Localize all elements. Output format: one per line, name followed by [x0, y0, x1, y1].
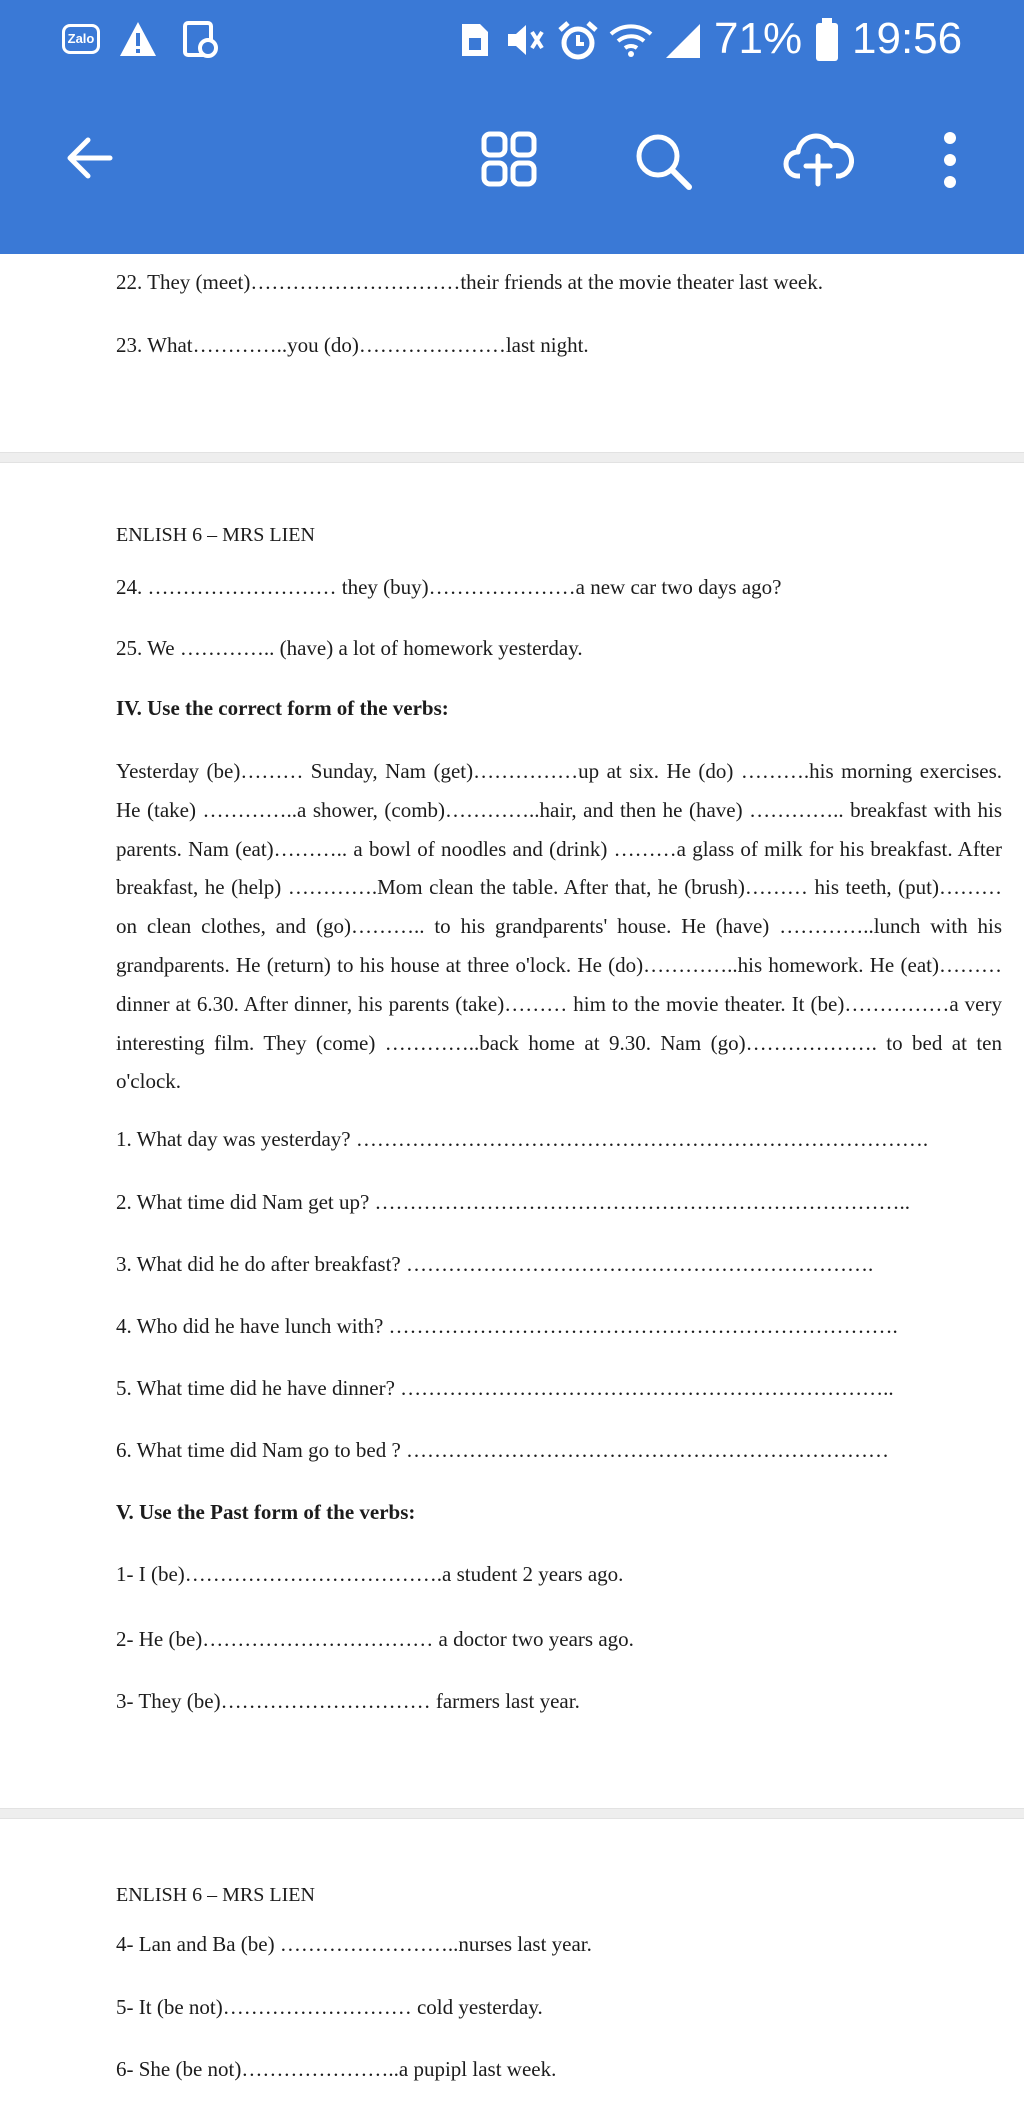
clock: 19:56 — [852, 14, 963, 63]
screenshot-icon — [180, 20, 220, 60]
page-separator — [0, 1808, 1024, 1819]
search-icon[interactable] — [632, 130, 694, 192]
exercise-line: 24. ……………………… they (buy)…………………a new car two days ago? — [116, 575, 782, 599]
section-title: V. Use the Past form of the verbs: — [116, 1500, 416, 1524]
app-bar — [0, 0, 1024, 254]
status-bar — [0, 0, 1024, 80]
exercise-line: 22. They (meet)…………………………their friends at the movie theater last week. — [116, 270, 824, 294]
question-line: 5. What time did he have dinner? …………………………………………………………….. — [116, 1376, 894, 1400]
question-line: 4. Who did he have lunch with? ………………………………………………………………. — [116, 1314, 898, 1338]
sim-icon — [458, 20, 492, 60]
question-line: 3. What did he do after breakfast? …………………………………………………………. — [116, 1252, 874, 1276]
question-line: 6. What time did Nam go to bed ? …………………………………………………………… — [116, 1438, 890, 1462]
page-header: ENLISH 6 – MRS LIEN — [116, 1884, 315, 1906]
mute-icon — [502, 20, 546, 60]
grid-view-icon[interactable] — [480, 130, 538, 188]
past-item: 4- Lan and Ba (be) ……………………..nurses last year. — [116, 1932, 592, 1956]
exercise-line: 25. We ………….. (have) a lot of homework yesterday. — [116, 636, 583, 660]
past-item: 2- He (be)…………………………… a doctor two years ago. — [116, 1627, 634, 1651]
verb-paragraph: Yesterday (be)……… Sunday, Nam (get)……………up at six. He (do) ……….his morning exercises. He (take) …………..a shower, (comb)…………..hair, and then he (have) ………….. breakfast with his parents. Nam (eat)……….. a bowl of noodles and (drink) ………a glass of milk for his breakfast. After breakfast, he (help) ………….Mom clean the table. After that, he (brush)……… his teeth, (put)……… on clean clothes, and (go)……….. to his grandparents' house. He (have) …………..lunch with his grandparents. He (return) to his house at three o'lock. He (do)…………..his homework. He (eat)……… dinner at 6.30. After dinner, his parents (take)……… him to the movie theater. It (be)……………a very interesting film. They (come) …………..back home at 9.30. Nam (go)………………. to bed at ten o'clock. — [116, 759, 1002, 1094]
back-arrow-icon[interactable] — [62, 130, 118, 186]
section-title: IV. Use the correct form of the verbs: — [116, 696, 449, 720]
more-vert-icon[interactable] — [940, 130, 960, 190]
question-line: 2. What time did Nam get up? ………………………………………………………………….. — [116, 1190, 911, 1214]
battery-icon — [815, 18, 839, 62]
past-item: 6- She (be not)…………………..a pupipl last week. — [116, 2057, 557, 2081]
past-item: 5- It (be not)……………………… cold yesterday. — [116, 1995, 543, 2019]
warning-icon — [118, 20, 158, 58]
exercise-line: 23. What…………..you (do)…………………last night. — [116, 333, 589, 357]
cloud-upload-icon[interactable] — [782, 130, 854, 190]
past-item: 3- They (be)………………………… farmers last year. — [116, 1689, 580, 1713]
question-line: 1. What day was yesterday? ………………………………………………………………………. — [116, 1127, 929, 1151]
battery-percent: 71% — [714, 14, 803, 63]
signal-icon — [662, 20, 702, 60]
page-header: ENLISH 6 – MRS LIEN — [116, 524, 315, 546]
alarm-icon — [556, 20, 600, 62]
zalo-notification-icon: Zalo — [62, 24, 100, 54]
page-separator — [0, 452, 1024, 463]
wifi-icon — [608, 20, 654, 60]
past-item: 1- I (be)……………………………….a student 2 years ago. — [116, 1562, 624, 1586]
